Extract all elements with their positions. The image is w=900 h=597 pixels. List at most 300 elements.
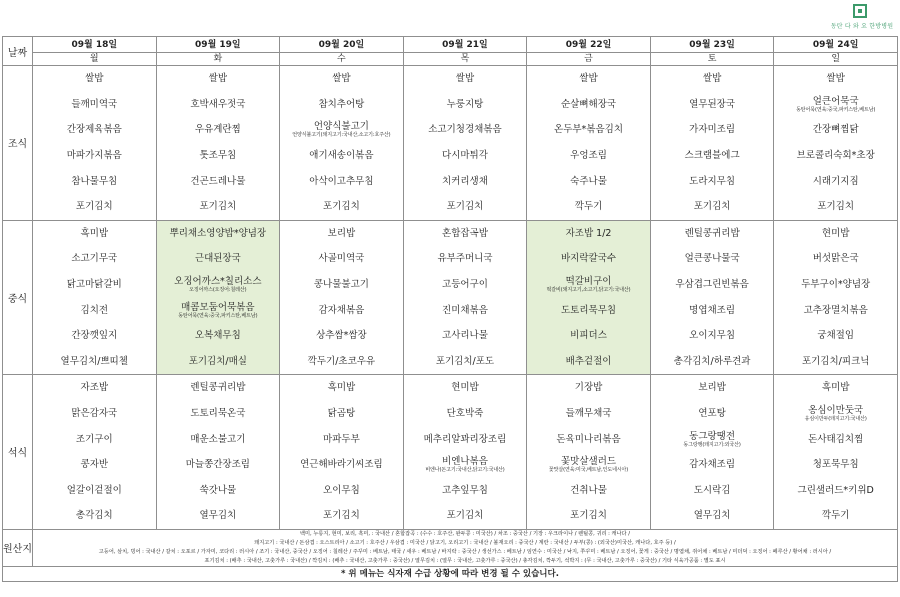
- origin-line: 백미, 누룽지, 현미, 보리, 흑미, : 국내산 / 혼합잡곡 : (수수 : 호주산, 완두콩 : 미국산) / 차조 : 중국산 / 기장 : 우크라이나 / 렌틸콩, 귀리 : 캐나다 /: [300, 530, 630, 537]
- menu-item: [527, 401, 650, 427]
- menu-item: [651, 92, 774, 118]
- menu-item-name: 혼합잡곡밥: [442, 227, 488, 239]
- menu-item: [404, 194, 527, 220]
- menu-item-origin: 동탄어묵(연육:중국,파키스탄,베트남): [796, 106, 876, 113]
- day-date: 09월 23일: [651, 38, 774, 53]
- menu-item: [280, 349, 403, 375]
- day-of-week: 월: [89, 53, 99, 64]
- menu-item: [404, 221, 527, 247]
- menu-item-name: 마늘쫑간장조림: [185, 459, 250, 471]
- menu-item-name: 참치추어탕: [318, 98, 365, 110]
- menu-item-name: 김치전: [80, 304, 109, 316]
- menu-item: [527, 194, 650, 220]
- menu-item-name: 사골미역국: [318, 253, 365, 265]
- menu-item-name: 오복채무침: [194, 330, 241, 342]
- menu-item: [280, 246, 403, 272]
- menu-item-name: 쌀밥: [332, 73, 351, 85]
- menu-item-name: 그린샐러드*키위D: [797, 484, 874, 496]
- menu-item: [527, 297, 650, 323]
- menu-item-origin: 동그랑땡(돼지고기:외국산): [683, 441, 741, 448]
- menu-item-name: 얼큰콩나물국: [684, 253, 740, 265]
- menu-item-list: [774, 375, 897, 529]
- menu-item: [527, 246, 650, 272]
- menu-item: [527, 168, 650, 194]
- day-date: 09월 19일: [157, 38, 280, 53]
- menu-item-name: 고추장멸치볶음: [803, 304, 868, 316]
- menu-item: [527, 323, 650, 349]
- day-date: 09월 20일: [280, 38, 403, 53]
- menu-item: [651, 66, 774, 92]
- menu-item-origin: 꽃맛살(연육:미국,베트남,인도네시아): [548, 467, 629, 474]
- menu-item-list: [651, 375, 774, 529]
- menu-item-name: 누룽지탕: [446, 98, 484, 110]
- menu-item: [527, 143, 650, 169]
- menu-item-name: 맑은감자국: [71, 408, 118, 420]
- breakfast-day-cell: [774, 66, 898, 221]
- menu-item: [280, 194, 403, 220]
- menu-item-name: 궁채절임: [817, 330, 855, 342]
- dinner-day-cell: [650, 375, 774, 530]
- breakfast-day-cell: [650, 66, 774, 221]
- menu-item-name: 유부주머니국: [437, 253, 493, 265]
- day-date: 09월 22일: [527, 38, 650, 53]
- menu-item-name: 보리밥: [698, 382, 726, 394]
- menu-item: [527, 92, 650, 118]
- menu-item-name: 매운소불고기: [190, 433, 246, 445]
- menu-item: [157, 323, 280, 349]
- menu-item: [33, 117, 156, 143]
- menu-item: [157, 92, 280, 118]
- menu-item: [774, 221, 897, 247]
- menu-item: [404, 323, 527, 349]
- menu-item-name: 간장제육볶음: [66, 124, 122, 136]
- menu-item-name: 포기김치: [199, 201, 237, 213]
- menu-item: [651, 117, 774, 143]
- menu-item: [280, 503, 403, 529]
- menu-item: [280, 66, 403, 92]
- menu-item: [774, 66, 897, 92]
- menu-item-name: 고사리나물: [442, 330, 488, 342]
- menu-item-name: 포기김치: [446, 201, 484, 213]
- menu-item-name: 얼큰어묵국: [812, 95, 859, 107]
- menu-item-name: 도토리묵온국: [190, 408, 246, 420]
- menu-item: [651, 426, 774, 452]
- menu-item-name: 건곤드레나물: [190, 175, 246, 187]
- menu-item: [774, 401, 897, 427]
- menu-item: [280, 452, 403, 478]
- menu-item-name: 포기김치/피크닉: [801, 355, 870, 367]
- dinner-day-cell: [527, 375, 651, 530]
- menu-item-origin: 떡갈비(돼지고기,소고기,닭고기:국내산): [546, 287, 631, 294]
- lunch-day-cell: [33, 220, 157, 375]
- menu-item-name: 청포묵무침: [812, 459, 859, 471]
- menu-item: [280, 272, 403, 298]
- lunch-day-cell: [403, 220, 527, 375]
- menu-item: [33, 143, 156, 169]
- menu-item-name: 열무김치: [693, 510, 731, 522]
- menu-item: [33, 272, 156, 298]
- menu-item-name: 열무김치/쁘띠첼: [60, 355, 128, 367]
- menu-item-name: 간장깻잎지: [71, 330, 118, 342]
- origin-line: 포기김치 : (배추 : 국내산, 고춧가루 : 국내산) / 깍김치 : (배추 : 국내산, 고춧가루 : 중국산) / 열무김치 : (열무 : 국내산, 고춧가루 : 중국산) / 총각김치, 깍두기, 석박지 : (무 : 국내산, 고춧가루 : 중국산) / 기타 식육가공품 : 별도 표시: [204, 557, 726, 564]
- menu-item: [280, 426, 403, 452]
- menu-item-name: 자조밥: [80, 382, 109, 394]
- day-header: [527, 37, 651, 66]
- menu-item-name: 브로콜리숙회*초장: [796, 150, 875, 162]
- menu-item-name: 소고기청경채볶음: [428, 124, 502, 136]
- menu-item-name: 동그랑땡전: [689, 430, 736, 442]
- breakfast-label: 조식: [3, 66, 33, 221]
- menu-item: [774, 452, 897, 478]
- menu-item: [404, 143, 527, 169]
- menu-item-name: 비피더스: [570, 330, 607, 342]
- menu-item-name: 간장뼈찜닭: [812, 124, 859, 136]
- menu-item-name: 소고기무국: [71, 253, 118, 265]
- menu-item-list: [157, 66, 280, 220]
- origin-label: 원산지: [3, 529, 33, 566]
- menu-item-name: 보리밥: [327, 227, 356, 239]
- menu-item: [157, 297, 280, 323]
- menu-item-name: 배추겉절이: [565, 355, 612, 367]
- menu-item-name: 흑미밥: [80, 227, 109, 239]
- menu-item-name: 깍두기: [574, 201, 603, 213]
- menu-item: [404, 375, 527, 401]
- menu-item-origin: 동탄어묵(연육:중국,파키스탄,베트남): [178, 312, 258, 319]
- menu-item: [527, 117, 650, 143]
- menu-item: [157, 426, 280, 452]
- menu-item-name: 흑미밥: [821, 382, 850, 394]
- menu-item: [33, 401, 156, 427]
- day-of-week: 화: [213, 53, 223, 64]
- menu-item: [157, 168, 280, 194]
- menu-item: [157, 401, 280, 427]
- menu-item-list: [280, 66, 403, 220]
- menu-item: [651, 452, 774, 478]
- menu-item: [774, 349, 897, 375]
- day-date: 09월 24일: [774, 38, 897, 53]
- menu-item-name: 감자채볶음: [318, 304, 365, 316]
- menu-item-name: 버섯맑은국: [812, 253, 859, 265]
- menu-item: [157, 375, 280, 401]
- menu-item-name: 현미밥: [451, 382, 479, 394]
- menu-item: [404, 349, 527, 375]
- menu-item-name: 포기김치: [446, 510, 484, 522]
- menu-item: [404, 92, 527, 118]
- menu-item: [157, 221, 280, 247]
- menu-item: [774, 478, 897, 504]
- menu-item: [651, 297, 774, 323]
- menu-item-name: 연근해바라기씨조림: [300, 459, 383, 471]
- menu-item-list: [774, 221, 897, 375]
- menu-item-name: 고추잎무침: [442, 484, 488, 496]
- menu-item-name: 단호박죽: [446, 408, 484, 420]
- lunch-label: 중식: [3, 220, 33, 375]
- menu-item: [280, 478, 403, 504]
- menu-item-list: [33, 375, 156, 529]
- day-of-week: 목: [460, 53, 470, 64]
- date-label: 날짜: [3, 37, 33, 66]
- menu-item-name: 콩나물불고기: [313, 279, 369, 291]
- menu-item: [527, 349, 650, 375]
- menu-item: [280, 168, 403, 194]
- menu-item-list: [404, 66, 527, 220]
- menu-item-list: [33, 66, 156, 220]
- menu-item-name: 포기김치: [323, 510, 360, 522]
- menu-item: [651, 503, 774, 529]
- menu-item-list: [157, 221, 280, 375]
- menu-item-name: 애기새송이볶음: [309, 150, 374, 162]
- menu-item-name: 오징어까스*칠리소스: [174, 276, 262, 288]
- menu-item: [774, 323, 897, 349]
- menu-item-name: 오이무침: [323, 484, 360, 496]
- menu-item: [280, 375, 403, 401]
- dinner-row: [3, 375, 898, 530]
- menu-item-name: 포기김치: [323, 201, 360, 213]
- menu-item-list: [527, 221, 650, 375]
- lunch-day-cell: [650, 220, 774, 375]
- menu-item: [527, 375, 650, 401]
- menu-item-name: 건취나물: [570, 484, 607, 496]
- breakfast-day-cell: [527, 66, 651, 221]
- menu-item: [651, 221, 774, 247]
- breakfast-day-cell: [33, 66, 157, 221]
- menu-item-list: [280, 221, 403, 375]
- breakfast-day-cell: [156, 66, 280, 221]
- menu-item: [651, 143, 774, 169]
- menu-item-name: 자조밥 1/2: [565, 227, 612, 239]
- menu-item-name: 포기김치/매실: [188, 355, 247, 367]
- lunch-row: [3, 220, 898, 375]
- menu-item-list: [527, 375, 650, 529]
- menu-item: [157, 194, 280, 220]
- menu-item-name: 아삭이고추무침: [309, 175, 374, 187]
- menu-item: [33, 375, 156, 401]
- menu-item: [404, 426, 527, 452]
- dinner-label: 석식: [3, 375, 33, 530]
- weekly-menu-table: [2, 36, 898, 582]
- menu-item: [774, 375, 897, 401]
- menu-item: [157, 272, 280, 298]
- hospital-logo-text: 동탄 다 와 요 한방병원: [830, 23, 894, 30]
- menu-item-name: 닭곰탕: [327, 408, 356, 420]
- menu-item: [651, 375, 774, 401]
- menu-item: [157, 246, 280, 272]
- menu-item-name: 온두부*볶음김치: [554, 124, 624, 136]
- menu-item-origin: 언양식불고기(돼지고기:국내산,소고기:호주산): [292, 132, 391, 139]
- header-row: [3, 37, 898, 66]
- menu-item: [33, 323, 156, 349]
- menu-item: [527, 503, 650, 529]
- menu-item-origin: 비엔나(돈고기:국내산,닭고기:국내산): [425, 467, 505, 474]
- menu-item: [774, 117, 897, 143]
- menu-item-name: 고등어구이: [442, 279, 488, 291]
- menu-item-name: 쌀밥: [208, 73, 228, 85]
- menu-item: [33, 168, 156, 194]
- menu-item: [651, 478, 774, 504]
- menu-item: [404, 168, 527, 194]
- menu-item: [774, 143, 897, 169]
- menu-item: [404, 117, 527, 143]
- dinner-day-cell: [33, 375, 157, 530]
- menu-item-name: 메추리알꽈리장조림: [423, 433, 507, 445]
- menu-item: [157, 503, 280, 529]
- menu-item: [527, 452, 650, 478]
- menu-item-list: [404, 375, 527, 529]
- menu-item: [774, 503, 897, 529]
- origin-row: [3, 529, 898, 566]
- menu-item-name: 꽃맛살샐러드: [561, 456, 617, 468]
- menu-item-list: [404, 221, 527, 375]
- dinner-day-cell: [403, 375, 527, 530]
- lunch-day-cell: [774, 220, 898, 375]
- menu-item: [527, 221, 650, 247]
- menu-item-name: 치커리생채: [442, 175, 488, 187]
- menu-item-list: [774, 66, 897, 220]
- origin-info-cell: [33, 529, 898, 566]
- menu-item-name: 도토리묵무침: [561, 304, 617, 316]
- menu-item-name: 렌틸콩귀리밥: [190, 382, 246, 394]
- origin-line: 돼지고기 : 국내산 / 돈삼겹 : 오스트리아 / 소고기 : 호주산 / 우삼겹 : 미국산 / 닭고기, 오리고기 : 국내산 / 볼재오리 : 중국산 / 계란 : 국내산 / 두부(콩) : (외국산)미국산, 캐나다, 호주 등) /: [254, 539, 676, 546]
- menu-item: [774, 426, 897, 452]
- menu-item-name: 상추쌈*쌈장: [316, 330, 367, 342]
- menu-item-name: 쌀밥: [455, 73, 475, 85]
- menu-item: [280, 143, 403, 169]
- menu-item: [157, 117, 280, 143]
- menu-item: [33, 221, 156, 247]
- menu-item: [527, 426, 650, 452]
- menu-item: [33, 92, 156, 118]
- lunch-day-cell: [280, 220, 404, 375]
- menu-item-name: 깍두기: [821, 510, 850, 522]
- menu-item-name: 돈사태김치찜: [808, 433, 864, 445]
- menu-item-name: 다시마튀각: [442, 150, 488, 162]
- menu-item: [280, 117, 403, 143]
- breakfast-row: [3, 66, 898, 221]
- origin-line: 고등어, 삼치, 빙어 : 국내산 / 갈치 : 오포르 / 가자미, 코다리 : 러시아 / 조기 : 국내산, 중국산 / 오징어 : 칠레산 / 주꾸미 : 베트남, 태국 / 새우 : 베트남 / 바지락 : 중국산 / 생선가스 : 베트남 / 임연수 : 미국산 / 낙지, 쭈꾸미 : 베트남 / 오징어, 꽃게 : 중국산 / 명엽채, 쥐어채 : 베트남 / 미더덕 : 오징어 : 페루산 / 황어채 : 러시아 /: [98, 548, 832, 555]
- menu-item-name: 쑥갓나물: [199, 484, 237, 496]
- menu-item: [651, 323, 774, 349]
- menu-item-name: 쌀밥: [579, 73, 598, 85]
- menu-item-name: 우유계란찜: [194, 124, 241, 136]
- menu-item: [280, 297, 403, 323]
- menu-item-name: 뿌리채소영양밥*양념장: [169, 227, 267, 239]
- menu-item: [527, 66, 650, 92]
- menu-item-name: 흑미밥: [327, 382, 356, 394]
- menu-item-name: 총각김치: [75, 510, 113, 522]
- menu-item: [404, 452, 527, 478]
- menu-item-name: 오이지무침: [689, 330, 736, 342]
- note-row: [3, 566, 898, 581]
- menu-item: [774, 194, 897, 220]
- menu-item-name: 기장밥: [574, 382, 603, 394]
- day-of-week: 수: [337, 53, 346, 64]
- menu-item-name: 톳조무침: [199, 150, 237, 162]
- menu-item-name: 명엽채조림: [689, 304, 736, 316]
- menu-item-name: 순살뼈해장국: [561, 98, 617, 110]
- menu-item: [33, 66, 156, 92]
- day-of-week: 토: [707, 53, 717, 64]
- menu-item-name: 들깨미역국: [71, 98, 118, 110]
- menu-item: [157, 452, 280, 478]
- menu-item-origin: 옹심이만두(돼지고기:국내산): [804, 416, 867, 423]
- day-header: [280, 37, 404, 66]
- menu-item-name: 숙주나물: [570, 175, 607, 187]
- menu-item-name: 조기구이: [75, 433, 113, 445]
- menu-item-name: 렌틸콩귀리밥: [684, 227, 740, 239]
- menu-item-name: 열무김치: [199, 510, 237, 522]
- menu-item-name: 돈육미나리볶음: [556, 433, 621, 445]
- day-date: 09월 18일: [33, 38, 156, 53]
- day-date: 09월 21일: [404, 38, 527, 53]
- dinner-day-cell: [774, 375, 898, 530]
- menu-item-origin: 오징어까스(오징어:칠레산): [189, 287, 247, 294]
- menu-item: [651, 401, 774, 427]
- menu-item-name: 마파가지볶음: [66, 150, 122, 162]
- breakfast-day-cell: [280, 66, 404, 221]
- menu-item-list: [157, 375, 280, 529]
- menu-change-note: * 위 메뉴는 식자재 수급 상황에 따라 변경 될 수 있습니다.: [3, 566, 898, 581]
- menu-item-name: 우엉조림: [570, 150, 607, 162]
- menu-item: [280, 323, 403, 349]
- menu-item-name: 감자채조림: [689, 459, 736, 471]
- menu-item-name: 쌀밥: [826, 73, 845, 85]
- menu-item: [651, 246, 774, 272]
- menu-item-name: 비엔나볶음: [442, 456, 488, 468]
- menu-item: [404, 66, 527, 92]
- menu-item: [33, 503, 156, 529]
- menu-item: [33, 426, 156, 452]
- menu-item: [280, 401, 403, 427]
- menu-item: [404, 297, 527, 323]
- menu-item-name: 떡갈비구이: [565, 276, 612, 288]
- menu-item-name: 참나물무침: [71, 175, 118, 187]
- menu-item-name: 근대된장국: [194, 253, 241, 265]
- day-of-week: 일: [831, 53, 841, 64]
- menu-item-name: 총각김치/하루견과: [673, 355, 751, 367]
- menu-item: [157, 143, 280, 169]
- menu-item-list: [33, 221, 156, 375]
- menu-item-name: 두부구이*양념장: [801, 279, 871, 291]
- menu-item-list: [527, 66, 650, 220]
- day-header: [403, 37, 527, 66]
- menu-item-name: 도라지무침: [689, 175, 736, 187]
- menu-item-name: 포기김치: [817, 201, 855, 213]
- menu-item: [651, 272, 774, 298]
- menu-item-name: 연포탕: [698, 408, 726, 420]
- menu-item: [404, 401, 527, 427]
- menu-item-name: 스크램블에그: [684, 150, 740, 162]
- menu-item: [157, 478, 280, 504]
- menu-item-name: 포기김치: [693, 201, 731, 213]
- menu-item: [280, 221, 403, 247]
- menu-item: [651, 168, 774, 194]
- hospital-logo: [826, 4, 898, 34]
- menu-item-name: 시래기지짐: [812, 175, 859, 187]
- menu-item-name: 가자미조림: [689, 124, 736, 136]
- menu-item-name: 호박새우젓국: [190, 98, 246, 110]
- day-header: [774, 37, 898, 66]
- menu-item-name: 깍두기/초코우유: [307, 355, 376, 367]
- menu-item: [33, 194, 156, 220]
- menu-item-name: 닭고마닭갈비: [66, 279, 122, 291]
- menu-item-name: 포기김치/포도: [435, 355, 495, 367]
- menu-item: [651, 194, 774, 220]
- menu-item-name: 매콤모둠어묵볶음: [181, 301, 255, 313]
- menu-item: [774, 297, 897, 323]
- dinner-day-cell: [280, 375, 404, 530]
- menu-item-name: 열무된장국: [689, 98, 736, 110]
- menu-item: [33, 478, 156, 504]
